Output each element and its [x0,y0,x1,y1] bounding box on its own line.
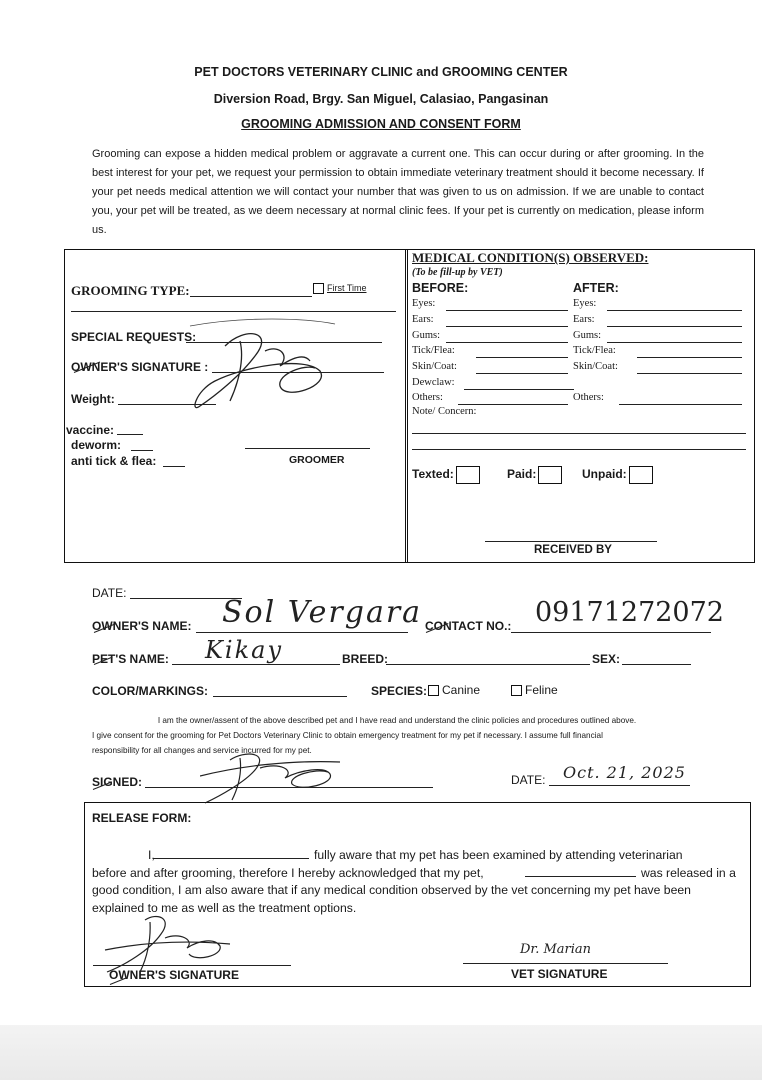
deworm-label: deworm: [71,438,122,452]
before-heading: BEFORE: [412,281,469,295]
signed-date-value[interactable]: Oct. 21, 2025 [563,763,686,782]
release-text-1: fully aware that my pet has been examined by attending veterinarian [314,848,683,862]
consent-line-2: I give consent for the grooming for Pet Doctors Veterinary Clinic to obtain emergency treatment for my pet if necessary. I assume full financial [92,731,603,740]
paid-checkbox[interactable] [538,466,562,484]
release-text-2a: before and after grooming, therefore I hereby acknowledged that my pet, [92,866,484,880]
after-item: Gums: [573,330,602,341]
sex-label: SEX: [592,652,621,666]
vet-name-value: Dr. Marian [520,942,592,957]
contact-value[interactable]: 09171272072 [535,597,724,628]
consent-line-1: I am the owner/assent of the above described pet and I have read and understand the clinic policies and procedures outlined above. [157,716,637,725]
texted-label: Texted: [412,467,454,482]
species-label: SPECIES: [371,684,428,698]
after-item: Tick/Flea: [573,345,616,356]
release-i: I, [148,848,155,862]
texted-checkbox[interactable] [456,466,480,484]
color-label: COLOR/MARKINGS: [92,684,208,698]
paid-label: Paid: [507,467,537,482]
owner-signature-release-label: OWNER'S SIGNATURE [109,968,239,982]
before-item: Tick/Flea: [412,345,455,356]
feline-label: Feline [525,683,558,697]
signed-label: SIGNED: [92,775,143,789]
owner-signature-scribble [185,316,385,416]
anti-tick-label: anti tick & flea: [71,454,157,468]
canine-label: Canine [442,683,481,697]
release-text-3: good condition, I am also aware that if any medical condition observed by the vet concerning my pet have been [92,883,691,897]
before-item: Eyes: [412,298,436,309]
after-heading: AFTER: [573,281,619,295]
weight-label: Weight: [71,392,115,406]
form-title: GROOMING ADMISSION AND CONSENT FORM [241,117,521,131]
clinic-name: PET DOCTORS VETERINARY CLINIC and GROOMING CENTER [194,65,568,79]
after-item: Ears: [573,314,595,325]
before-item: Gums: [412,330,441,341]
special-requests-label: SPECIAL REQUESTS: [71,330,197,344]
first-time-option[interactable] [313,283,367,294]
pet-name-value[interactable]: Kikay [205,636,284,664]
grooming-type-label: GROOMING TYPE: [71,283,190,298]
release-text-2b: was released in a [641,866,736,880]
pet-name-label: PET'S NAME: [92,652,169,666]
release-text-4: explained to me as well as the treatment options. [92,901,357,915]
unpaid-label: Unpaid: [582,467,627,482]
date-label: DATE: [92,586,127,600]
vet-signature-label: VET SIGNATURE [511,967,608,981]
signed-signature-scribble [200,748,350,808]
canine-option[interactable] [428,683,480,697]
after-item: Others: [573,392,604,403]
intro-paragraph: Grooming can expose a hidden medical problem or aggravate a current one. This can occur during or after grooming. In the best interest for your pet, we request your permission to obtain immediate veterinary treatment should it become necessary. If your pet needs medical attention we will contact your number that was given to us on admission. If we are unable to contact you, your pet will be treated, as we deem necessary at normal clinic fees. If your pet is currently on medication, please inform us. [92,148,704,236]
before-item: Ears: [412,314,434,325]
unpaid-checkbox[interactable] [629,466,653,484]
unpaid-option[interactable] [582,466,653,484]
groomer-label: GROOMER [289,454,345,466]
consent-line-3: responsibility for all changes and service incurred for my pet. [92,746,312,755]
breed-label: BREED: [342,652,389,666]
contact-label: CONTACT NO.: [425,619,512,633]
before-item: Skin/Coat: [412,361,457,372]
before-item: Others: [412,392,443,403]
feline-checkbox[interactable] [511,685,522,696]
owner-signature-label: OWNER'S SIGNATURE : [71,360,209,374]
received-by-label: RECEIVED BY [534,544,612,556]
before-item: Dewclaw: [412,377,455,388]
paid-option[interactable] [507,466,562,484]
note-label: Note/ Concern: [412,406,477,417]
owner-name-label: OWNER'S NAME: [92,619,192,633]
medical-subtitle: (To be fill-up by VET) [412,267,503,278]
after-item: Skin/Coat: [573,361,618,372]
medical-title: MEDICAL CONDITION(S) OBSERVED: [412,250,649,265]
scan-edge [0,1025,762,1080]
after-item: Eyes: [573,298,597,309]
first-time-label: First Time [327,283,367,293]
canine-checkbox[interactable] [428,685,439,696]
vaccine-label: vaccine: [66,423,115,437]
texted-option[interactable] [412,466,480,484]
signed-date-label: DATE: [511,773,546,787]
release-title: RELEASE FORM: [92,811,192,825]
clinic-address: Diversion Road, Brgy. San Miguel, Calasiao, Pangasinan [213,92,549,106]
owner-name-value[interactable]: Sol Vergara [222,595,423,630]
first-time-checkbox[interactable] [313,283,324,294]
feline-option[interactable] [511,683,558,697]
